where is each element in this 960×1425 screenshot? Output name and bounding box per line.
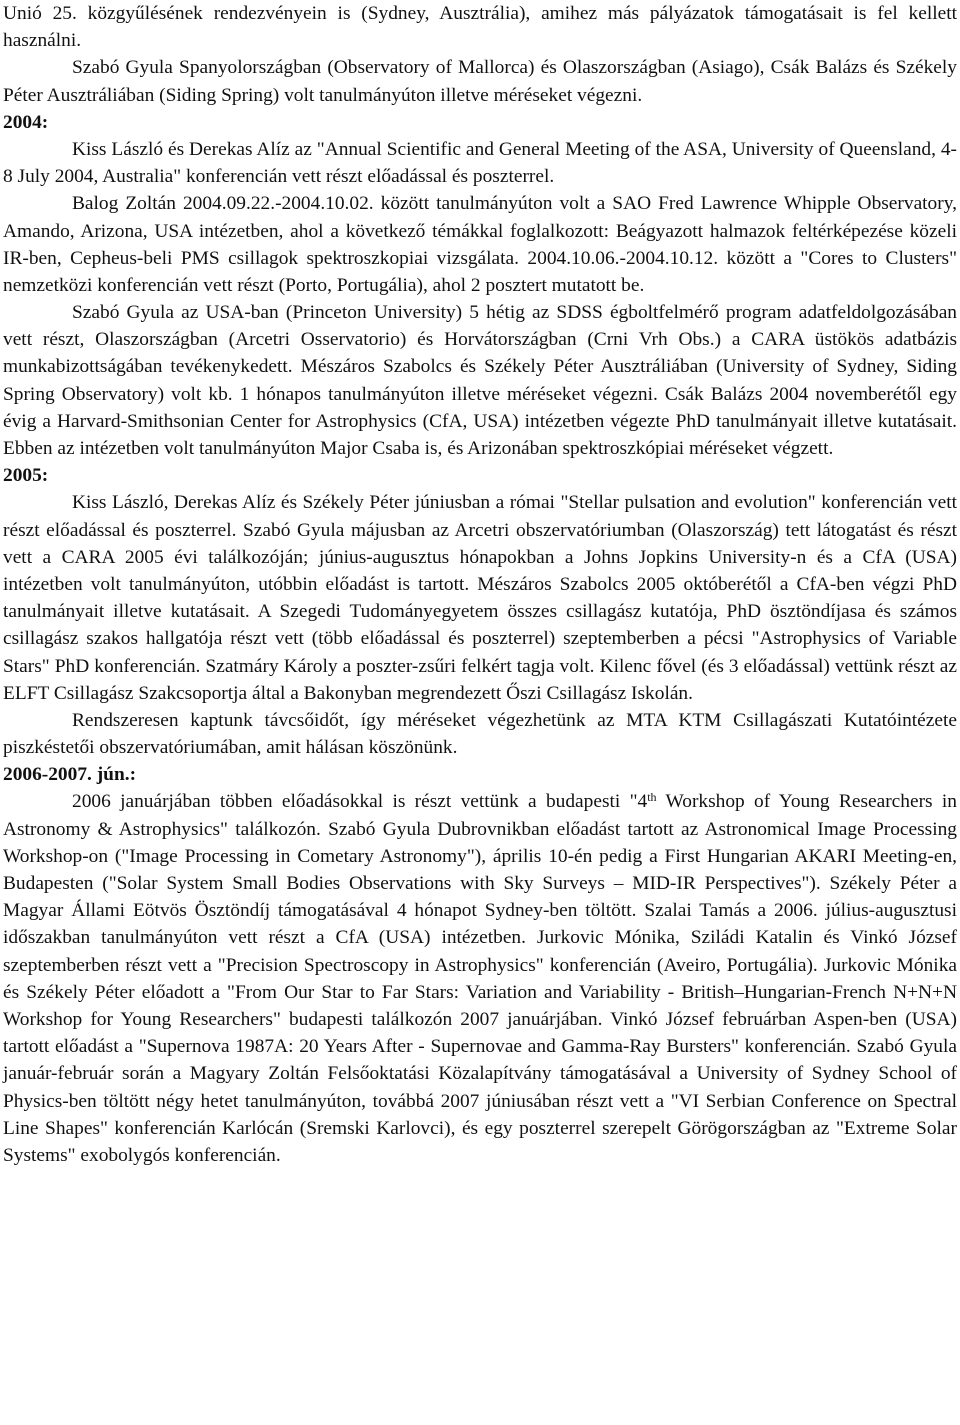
heading-2004: 2004: xyxy=(3,111,49,133)
paragraph-continued: Unió 25. közgyűlésének rendezvényein is (Sydney, Ausztrália), amihez más pályázatok támogatásait is fel kellett használni. xyxy=(3,3,957,52)
paragraph-2006-part-b: Workshop of Young Researchers in Astronomy & Astrophysics" találkozón. Szabó Gyula Dubrovnikban előadást tartott az Astronomical Image Processing Workshop-on ("Image Processing in Cometary Astronomy"), április 10-én pedig a First Hungarian AKARI Meeting-en, Budapesten ("Solar System Small Bodies Observations with Sky Surveys – MID-IR Perspectives"). Székely Péter a Magyar Állami Eötvös Ösztöndíj támogatásával 4 hónapot Sydney-ben töltött. Szalai Tamás a 2006. július-augusztusi időszakban tanulmányúton vett részt a CfA (USA) intézetben. Jurkovic Mónika, Sziládi Katalin és Vinkó József szeptemberben részt vett a "Precision Spectroscopy in Astrophysics" konferencián (Aveiro, Portugália). Jurkovic Mónika és Székely Péter előadott a "From Our Star to Far Stars: Variation and Variability - British–Hungarian-French N+N+N Workshop for Young Researchers" budapesti találkozón 2007 januárjában. Vinkó József februárban Aspen-ben (USA) tartott előadást a "Supernova 1987A: 20 Years After - Supernovae and Gamma-Ray Bursters" konferencián. Szabó Gyula január-február során a Magyary Zoltán Felsőoktatási Közalapítvány támogatásával a University of Sydney School of Physics-ben töltött négy hetet tanulmányúton, továbbá 2007 júniusában részt vett a "VI Serbian Conference on Spectral Line Shapes" konferencián Karlócán (Sremski Karlovci), és egy poszterrel szerepelt Görögországban az "Extreme Solar Systems" exobolygós konferencián. xyxy=(3,791,957,1166)
paragraph-2005-telescope-time: Rendszeresen kaptunk távcsőidőt, így méréseket végezhetünk az MTA KTM Csillagászati Kutatóintézete piszkéstetői obszervatóriumában, amit hálásan köszönünk. xyxy=(3,709,957,759)
paragraph-2005-conferences: Kiss László, Derekas Alíz és Székely Péter júniusban a római "Stellar pulsation and evolution" konferencián vett részt előadással és poszterrel. Szabó Gyula májusban az Arcetri obszervatóriumban (Olaszország) tett látogatást és részt vett a CARA 2005 évi találkozóján; június-augusztus hónapokban a Johns Jopkins University-n és a CfA (USA) intézetben volt tanulmányúton, utóbbin előadást is tartott. Mészáros Szabolcs 2005 októberétől a CfA-ben végzi PhD tanulmányait illetve kutatásait. A Szegedi Tudományegyetem összes csillagász kutatója, PhD ösztöndíjasa és számos csillagász szakos hallgatója részt vett (több előadással és poszterrel) szeptemberben a pécsi "Astrophysics of Variable Stars" PhD konferencián. Szatmáry Károly a poszter-zsűri felkért tagja volt. Kilenc fővel (és 3 előadással) vettünk részt az ELFT Csillagász Szakcsoportja által a Bakonyban megrendezett Őszi Csillagász Iskolán. xyxy=(3,492,957,704)
heading-2005: 2005: xyxy=(3,465,49,487)
paragraph-2004-balog: Balog Zoltán 2004.09.22.-2004.10.02. között tanulmányúton volt a SAO Fred Lawrence Whipple Observatory, Amando, Arizona, USA intézetben, ahol a következő témákkal foglalkozott: Beágyazott halmazok feltérképezése közeli IR-ben, Cepheus-beli PMS csillagok spektroszkopiai vizsgálata. 2004.10.06.-2004.10.12. között a "Cores to Clusters" nemzetközi konferencián vett részt (Porto, Portugália), ahol 2 posztert mutatott be. xyxy=(3,193,957,296)
paragraph-2004-szabo: Szabó Gyula az USA-ban (Princeton University) 5 hétig az SDSS égboltfelmérő program adatfeldolgozásában vett részt, Olaszországban (Arcetri Osservatorio) és Horvátországban (Crni Vrh Obs.) a CARA üstökös adatbázis munkabizottságában tevékenykedett. Mészáros Szabolcs és Székely Péter Ausztráliában (University of Sydney, Siding Spring Observatory) volt kb. 1 hónapos tanulmányúton illetve méréseket végezni. Csák Balázs 2004 novemberétől egy évig a Harvard-Smithsonian Center for Astrophysics (CfA, USA) intézetben végezte PhD tanulmányait illetve kutatásait. Ebben az intézetben volt tanulmányúton Major Csaba is, és Arizonában spektroszkópiai méréseket végzett. xyxy=(3,302,957,459)
paragraph-2006-part-a: 2006 januárjában többen előadásokkal is részt vettünk a budapesti "4 xyxy=(72,791,648,813)
ordinal-superscript: th xyxy=(647,790,657,805)
paragraph-2004-asa: Kiss László és Derekas Alíz az "Annual Scientific and General Meeting of the ASA, University of Queensland, 4-8 July 2004, Australia" konferencián vett részt előadással és poszterrel. xyxy=(3,138,957,188)
paragraph-study-trips: Szabó Gyula Spanyolországban (Observatory of Mallorca) és Olaszországban (Asiago), Csák Balázs és Székely Péter Ausztráliában (Siding Spring) volt tanulmányúton illetve méréseket végezni. xyxy=(3,57,957,106)
heading-2006-2007: 2006-2007. jún.: xyxy=(3,764,137,786)
paragraph-2006-2007 xyxy=(3,788,957,1169)
